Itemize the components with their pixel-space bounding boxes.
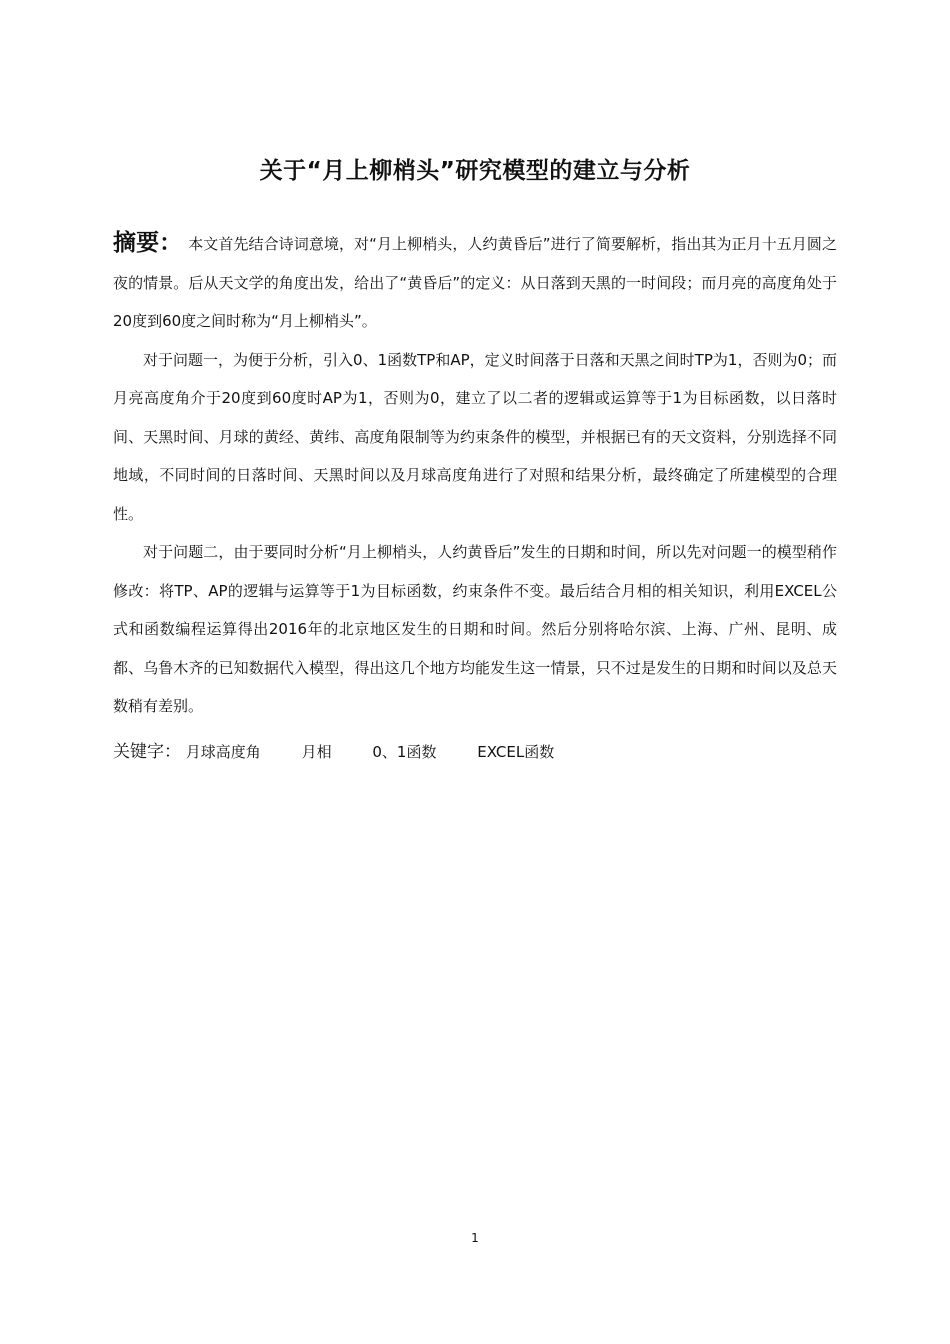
- abstract-label: 摘要：: [113, 230, 183, 256]
- page-number: 1: [471, 1231, 479, 1245]
- abstract-paragraph-3: 对于问题二，由于要同时分析“月上柳梢头，人约黄昏后”发生的日期和时间，所以先对问题一的模型稍作修改：将TP、AP的逻辑与运算等于1为目标函数，约束条件不变。最后结合月相的相关知识，利用EXCEL公式和函数编程运算得出2016年的北京地区发生的日期和时间。然后分别将哈尔滨、上海、广州、昆明、成都、乌鲁木齐的已知数据代入模型，得出这几个地方均能发生这一情景，只不过是发生的日期和时间以及总天数稍有差别。: [113, 543, 837, 715]
- keyword-item: EXCEL函数: [477, 743, 555, 761]
- keyword-item: 月相: [301, 743, 332, 761]
- abstract-section: [113, 224, 837, 726]
- keywords-line: [113, 737, 590, 767]
- abstract-paragraph-1: [113, 224, 837, 341]
- abstract-paragraph-2: 对于问题一，为便于分析，引入0、1函数TP和AP，定义时间落于日落和天黑之间时TP为1，否则为0；而月亮高度角介于20度到60度时AP为1，否则为0，建立了以二者的逻辑或运算等于1为目标函数，以日落时间、天黑时间、月球的黄经、黄纬、高度角限制等为约束条件的模型，并根据已有的天文资料，分别选择不同地域，不同时间的日落时间、天黑时间以及月球高度角进行了对照和结果分析，最终确定了所建模型的合理性。: [113, 350, 837, 523]
- page-title: 关于“月上柳梢头”研究模型的建立与分析: [259, 158, 691, 184]
- abstract-paragraph-1-text: 本文首先结合诗词意境，对“月上柳梢头，人约黄昏后”进行了简要解析，指出其为正月十五月圆之夜的情景。后从天文学的角度出发，给出了“黄昏后”的定义：从日落到天黑的一时间段；而月亮的高度角处于20度到60度之间时称为“月上柳梢头”。: [113, 235, 838, 330]
- keyword-item: 月球高度角: [185, 743, 261, 761]
- keyword-item: 0、1函数: [372, 743, 437, 761]
- keywords-label: 关键字：: [113, 742, 181, 762]
